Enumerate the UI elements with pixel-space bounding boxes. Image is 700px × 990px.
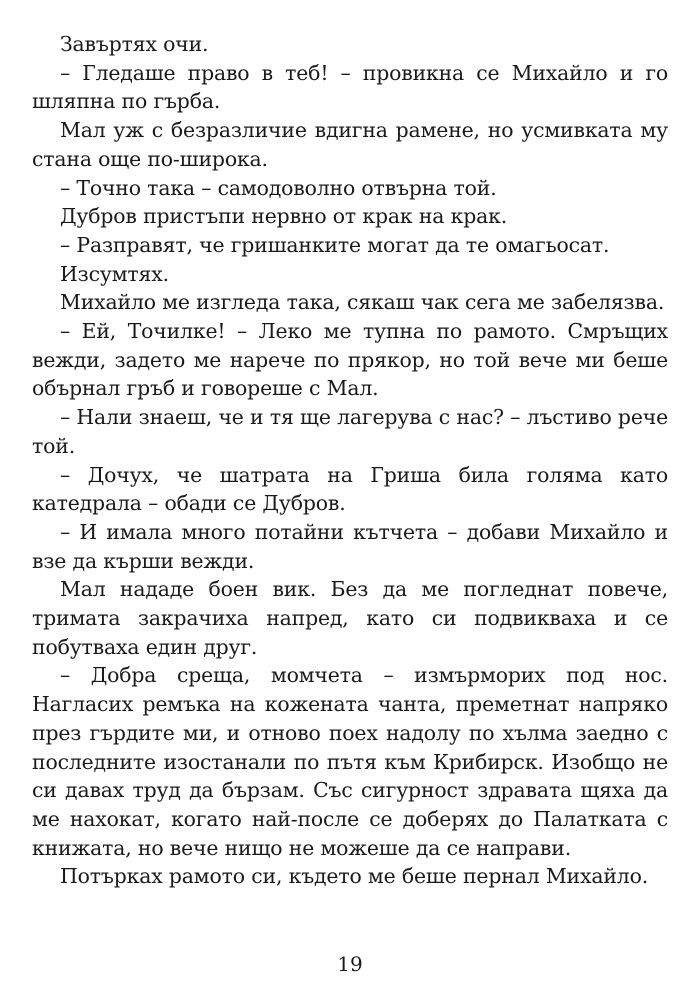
- paragraph: – Точно така – самодоволно отвърна той.: [60, 175, 497, 200]
- page-body: [32, 30, 668, 930]
- paragraph: Дубров пристъпи нервно от крак на крак.: [60, 204, 508, 229]
- paragraph: Потърках рамото си, където ме беше пернал Михайло.: [60, 864, 649, 889]
- paragraph: Мал нададе боен вик. Без да ме погледнат повече, тримата закрачиха напред, като си подвикваха и се побутваха един друг.: [32, 577, 668, 659]
- paragraph: – И имала много потайни кътчета – добави Михайло и взе да кърши вежди.: [32, 519, 668, 573]
- paragraph: – Нали знаеш, че и тя ще лагерува с нас? – лъстиво рече той.: [32, 405, 668, 458]
- paragraph: – Ей, Точилке! – Леко ме тупна по рамото. Смръщих вежди, задето ме нарече по прякор, но той вече ми беше обърнал гръб и говореше с Мал.: [32, 319, 668, 401]
- paragraph: – Дочух, че шатрата на Гриша била голяма като катедрала – обади се Дубров.: [32, 462, 668, 516]
- paragraph: Изсумтях.: [60, 261, 169, 286]
- paragraph: Михайло ме изгледа така, сякаш чак сега ме забелязва.: [60, 290, 665, 315]
- paragraph: Завъртях очи.: [60, 32, 209, 56]
- paragraph: – Гледаше право в теб! – провикна се Михайло и го шляпна по гърба.: [32, 60, 668, 114]
- page-number: 19: [337, 952, 363, 976]
- paragraph: Мал уж с безразличие вдигна рамене, но усмивката му стана още по-широка.: [32, 118, 668, 171]
- paragraph: – Добра среща, момчета – измърморих под нос. Нагласих ремъка на кожената чанта, преметнат напряко през гърдите ми, и отново поех надолу по хълма заедно с последните изостанали по пътя към Крибирск. Изобщо не си давах труд да бързам. Със сигурност здравата щяха да ме нахокат, когато най-после се доберях до Палатката с книжата, но вече нищо не можеше да се направи.: [32, 663, 668, 860]
- paragraph: – Разправят, че гришанките могат да те омагьосат.: [60, 232, 610, 257]
